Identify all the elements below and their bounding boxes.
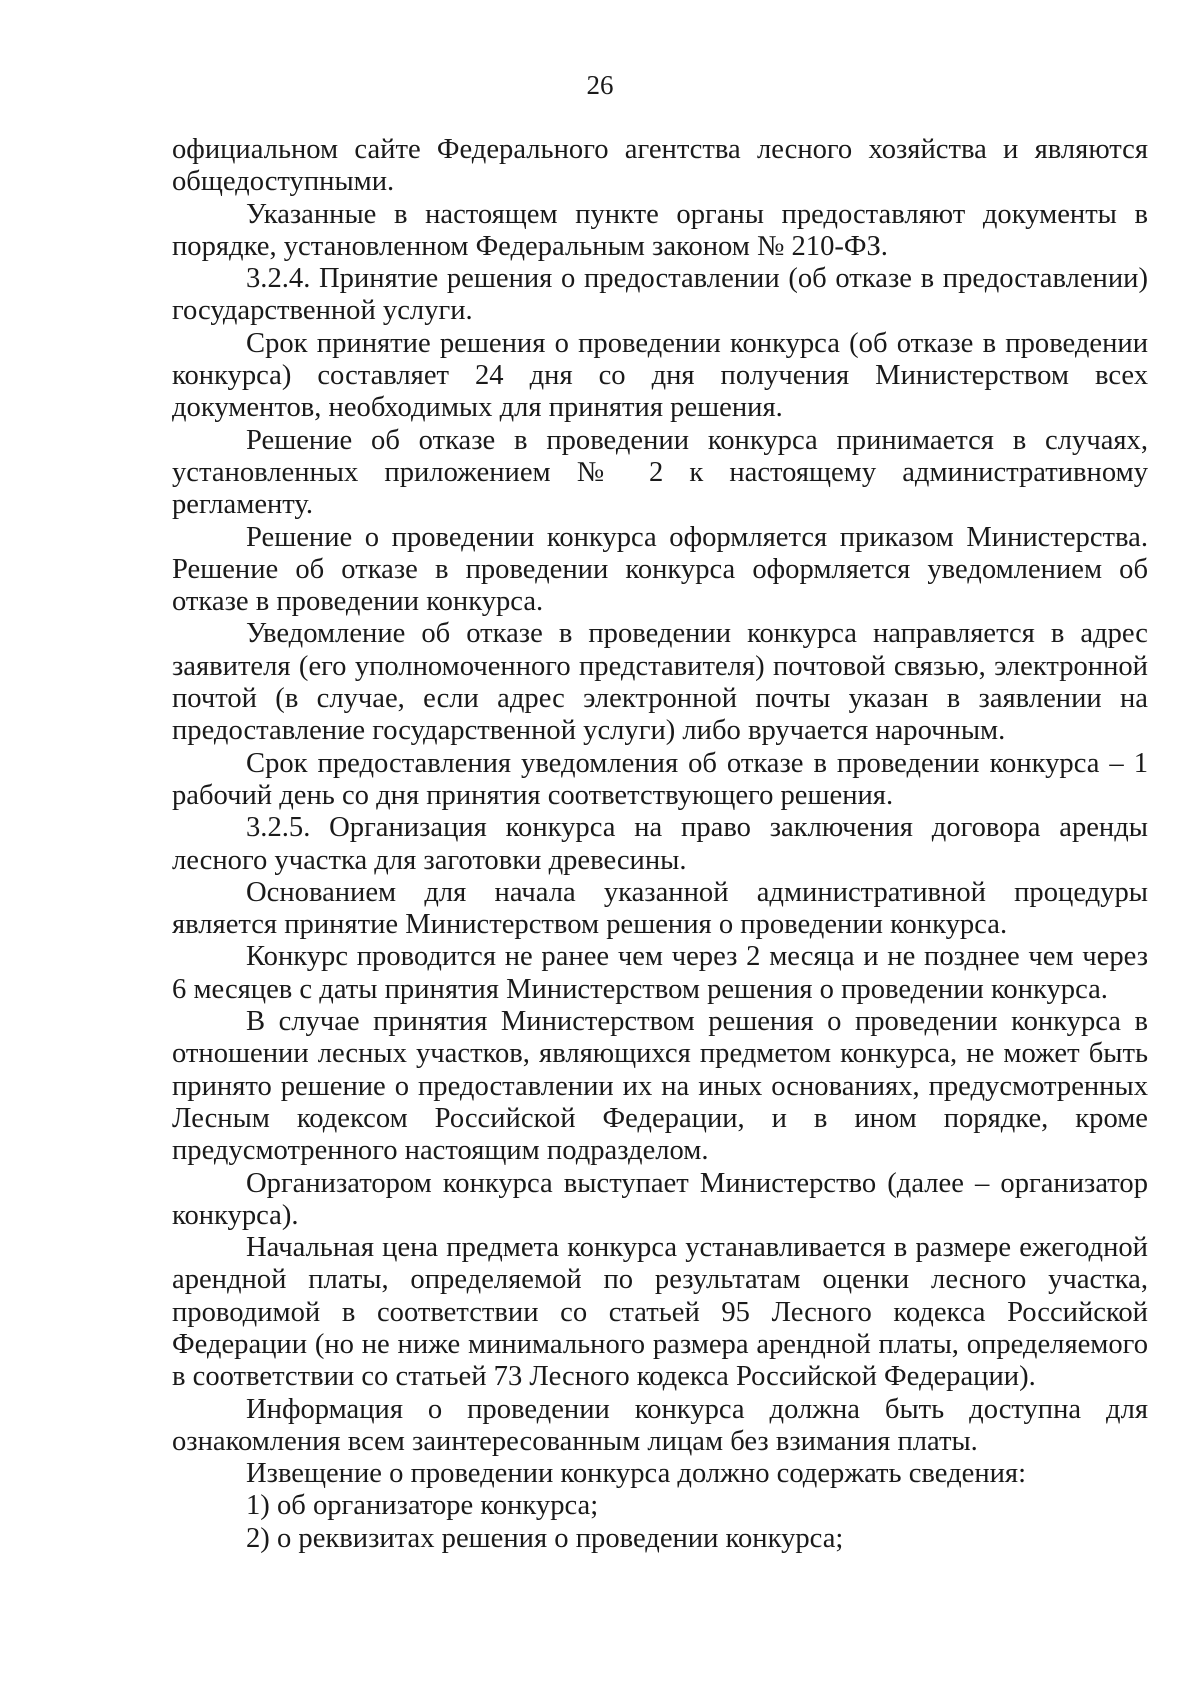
document-body	[172, 134, 1148, 1555]
paragraph: Организатором конкурса выступает Министерство (далее – организатор конкурса).	[172, 1167, 1148, 1231]
paragraph: Информация о проведении конкурса должна быть доступна для ознакомления всем заинтересованным лицам без взимания платы.	[172, 1393, 1148, 1457]
paragraph: Решение об отказе в проведении конкурса принимается в случаях, установленных приложением № 2 к настоящему административному регламенту.	[172, 424, 1148, 521]
paragraph: Срок предоставления уведомления об отказе в проведении конкурса – 1 рабочий день со дня принятия соответствующего решения.	[172, 747, 1148, 811]
paragraph: 3.2.4. Принятие решения о предоставлении (об отказе в предоставлении) государственной услуги.	[172, 263, 1148, 327]
paragraph: 3.2.5. Организация конкурса на право заключения договора аренды лесного участка для заготовки древесины.	[172, 812, 1148, 876]
paragraph: Срок принятие решения о проведении конкурса (об отказе в проведении конкурса) составляет 24 дня со дня получения Министерством всех документов, необходимых для принятия решения.	[172, 327, 1148, 424]
paragraph: Конкурс проводится не ранее чем через 2 месяца и не позднее чем через 6 месяцев с даты принятия Министерством решения о проведении конкурса.	[172, 941, 1148, 1005]
paragraph: Основанием для начала указанной административной процедуры является принятие Министерством решения о проведении конкурса.	[172, 876, 1148, 941]
paragraph: В случае принятия Министерством решения о проведении конкурса в отношении лесных участков, являющихся предметом конкурса, не может быть принято решение о предоставлении их на иных основаниях, предусмотренных Лесным кодексом Российской Федерации, и в ином порядке, кроме предусмотренного настоящим подразделом.	[172, 1006, 1148, 1167]
paragraph: Решение о проведении конкурса оформляется приказом Министерства. Решение об отказе в проведении конкурса оформляется уведомлением об отказе в проведении конкурса.	[172, 521, 1148, 618]
list-item: 2) о реквизитах решения о проведении конкурса;	[246, 1522, 844, 1554]
paragraph: Извещение о проведении конкурса должно содержать сведения:	[246, 1458, 1027, 1490]
list-item: 1) об организаторе конкурса;	[246, 1490, 599, 1522]
paragraph: Уведомление об отказе в проведении конкурса направляется в адрес заявителя (его уполномоченного представителя) почтовой связью, электронной почтой (в случае, если адрес электронной почты указан в заявлении на предоставление государственной услуги) либо вручается нарочным.	[172, 618, 1148, 747]
paragraph: Начальная цена предмета конкурса устанавливается в размере ежегодной арендной платы, определяемой по результатам оценки лесного участка, проводимой в соответствии со статьей 95 Лесного кодекса Российской Федерации (но не ниже минимального размера арендной платы, определяемого в соответствии со статьей 73 Лесного кодекса Российской Федерации).	[172, 1232, 1148, 1393]
page-number: 26	[586, 70, 614, 100]
paragraph: официальном сайте Федерального агентства лесного хозяйства и являются общедоступными.	[172, 134, 1148, 198]
paragraph: Указанные в настоящем пункте органы предоставляют документы в порядке, установленном Федеральным законом № 210-ФЗ.	[172, 198, 1148, 262]
